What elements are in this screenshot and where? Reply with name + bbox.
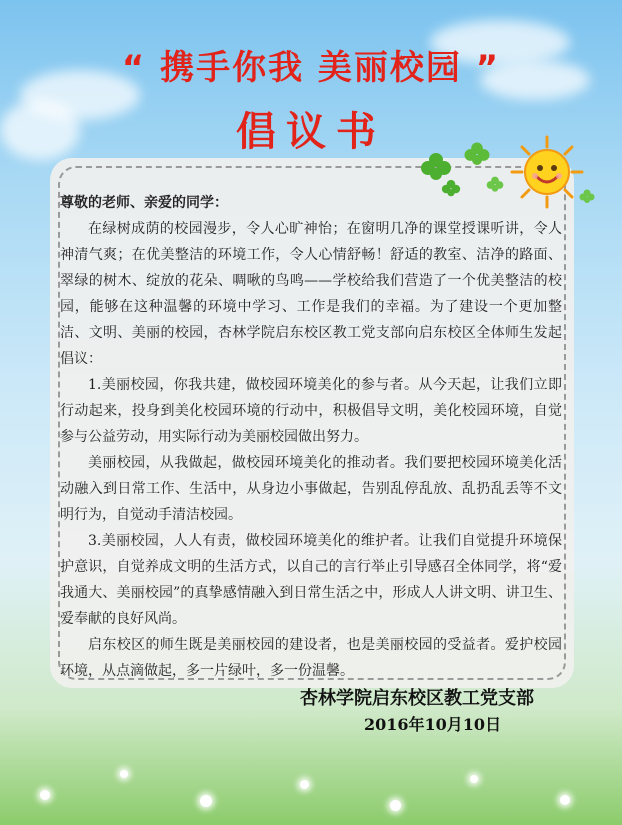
flower-decoration xyxy=(40,790,50,800)
paragraph: 在绿树成荫的校园漫步，令人心旷神怡；在窗明几净的课堂授课听讲，令人神清气爽；在优美整洁的环境工作，令人心情舒畅！舒适的教室、洁净的路面、翠绿的树木、绽放的花朵、啁啾的鸟鸣——学校给我们营造了一个优美整洁的校园，能够在这种温馨的环境中学习、工作是我们的幸福。为了建设一个更加整洁、文明、美丽的校园，杏林学院启东校区教工党支部向启东校区全体师生发起倡议： xyxy=(60,221,562,367)
flower-decoration xyxy=(200,795,212,807)
paragraph: 1.美丽校园，你我共建，做校园环境美化的参与者。从今天起，让我们立即行动起来，投身到美化校园环境的行动中，积极倡导文明，美化校园环境，自觉参与公益劳动，用实际行动为美丽校园做出努力。 xyxy=(60,377,562,445)
poster-subtitle: 倡议书 xyxy=(236,109,386,155)
letter-body xyxy=(60,190,562,684)
paragraph: 美丽校园，从我做起，做校园环境美化的推动者。我们要把校园环境美化活动融入到日常工作、生活中，从身边小事做起，告别乱停乱放、乱扔乱丢等不文明行为，自觉动手清洁校园。 xyxy=(60,455,562,523)
clover-icon xyxy=(578,188,596,206)
date: 2016年10月10日 xyxy=(364,715,502,734)
flower-decoration xyxy=(120,770,128,778)
flower-decoration xyxy=(560,795,570,805)
flower-decoration xyxy=(470,775,478,783)
poster-title: “ 携手你我 美丽校园 ” xyxy=(121,48,501,88)
signature: 杏林学院启东校区教工党支部 xyxy=(300,688,534,709)
flower-decoration xyxy=(390,800,401,811)
salutation: 尊敬的老师、亲爱的同学： xyxy=(60,195,228,211)
flower-decoration xyxy=(300,780,309,789)
clover-icon xyxy=(462,140,492,170)
paragraph: 启东校区的师生既是美丽校园的建设者，也是美丽校园的受益者。爱护校园环境，从点滴做起，多一片绿叶，多一份温馨。 xyxy=(60,637,562,679)
paragraph: 3.美丽校园，人人有责，做校园环境美化的维护者。让我们自觉提升环境保护意识，自觉养成文明的生活方式，以自己的言行举止引导感召全体同学，将“爱我通大、美丽校园”的真挚感情融入到日常生活之中，形成人人讲文明、讲卫生、爱奉献的良好风尚。 xyxy=(60,533,562,627)
